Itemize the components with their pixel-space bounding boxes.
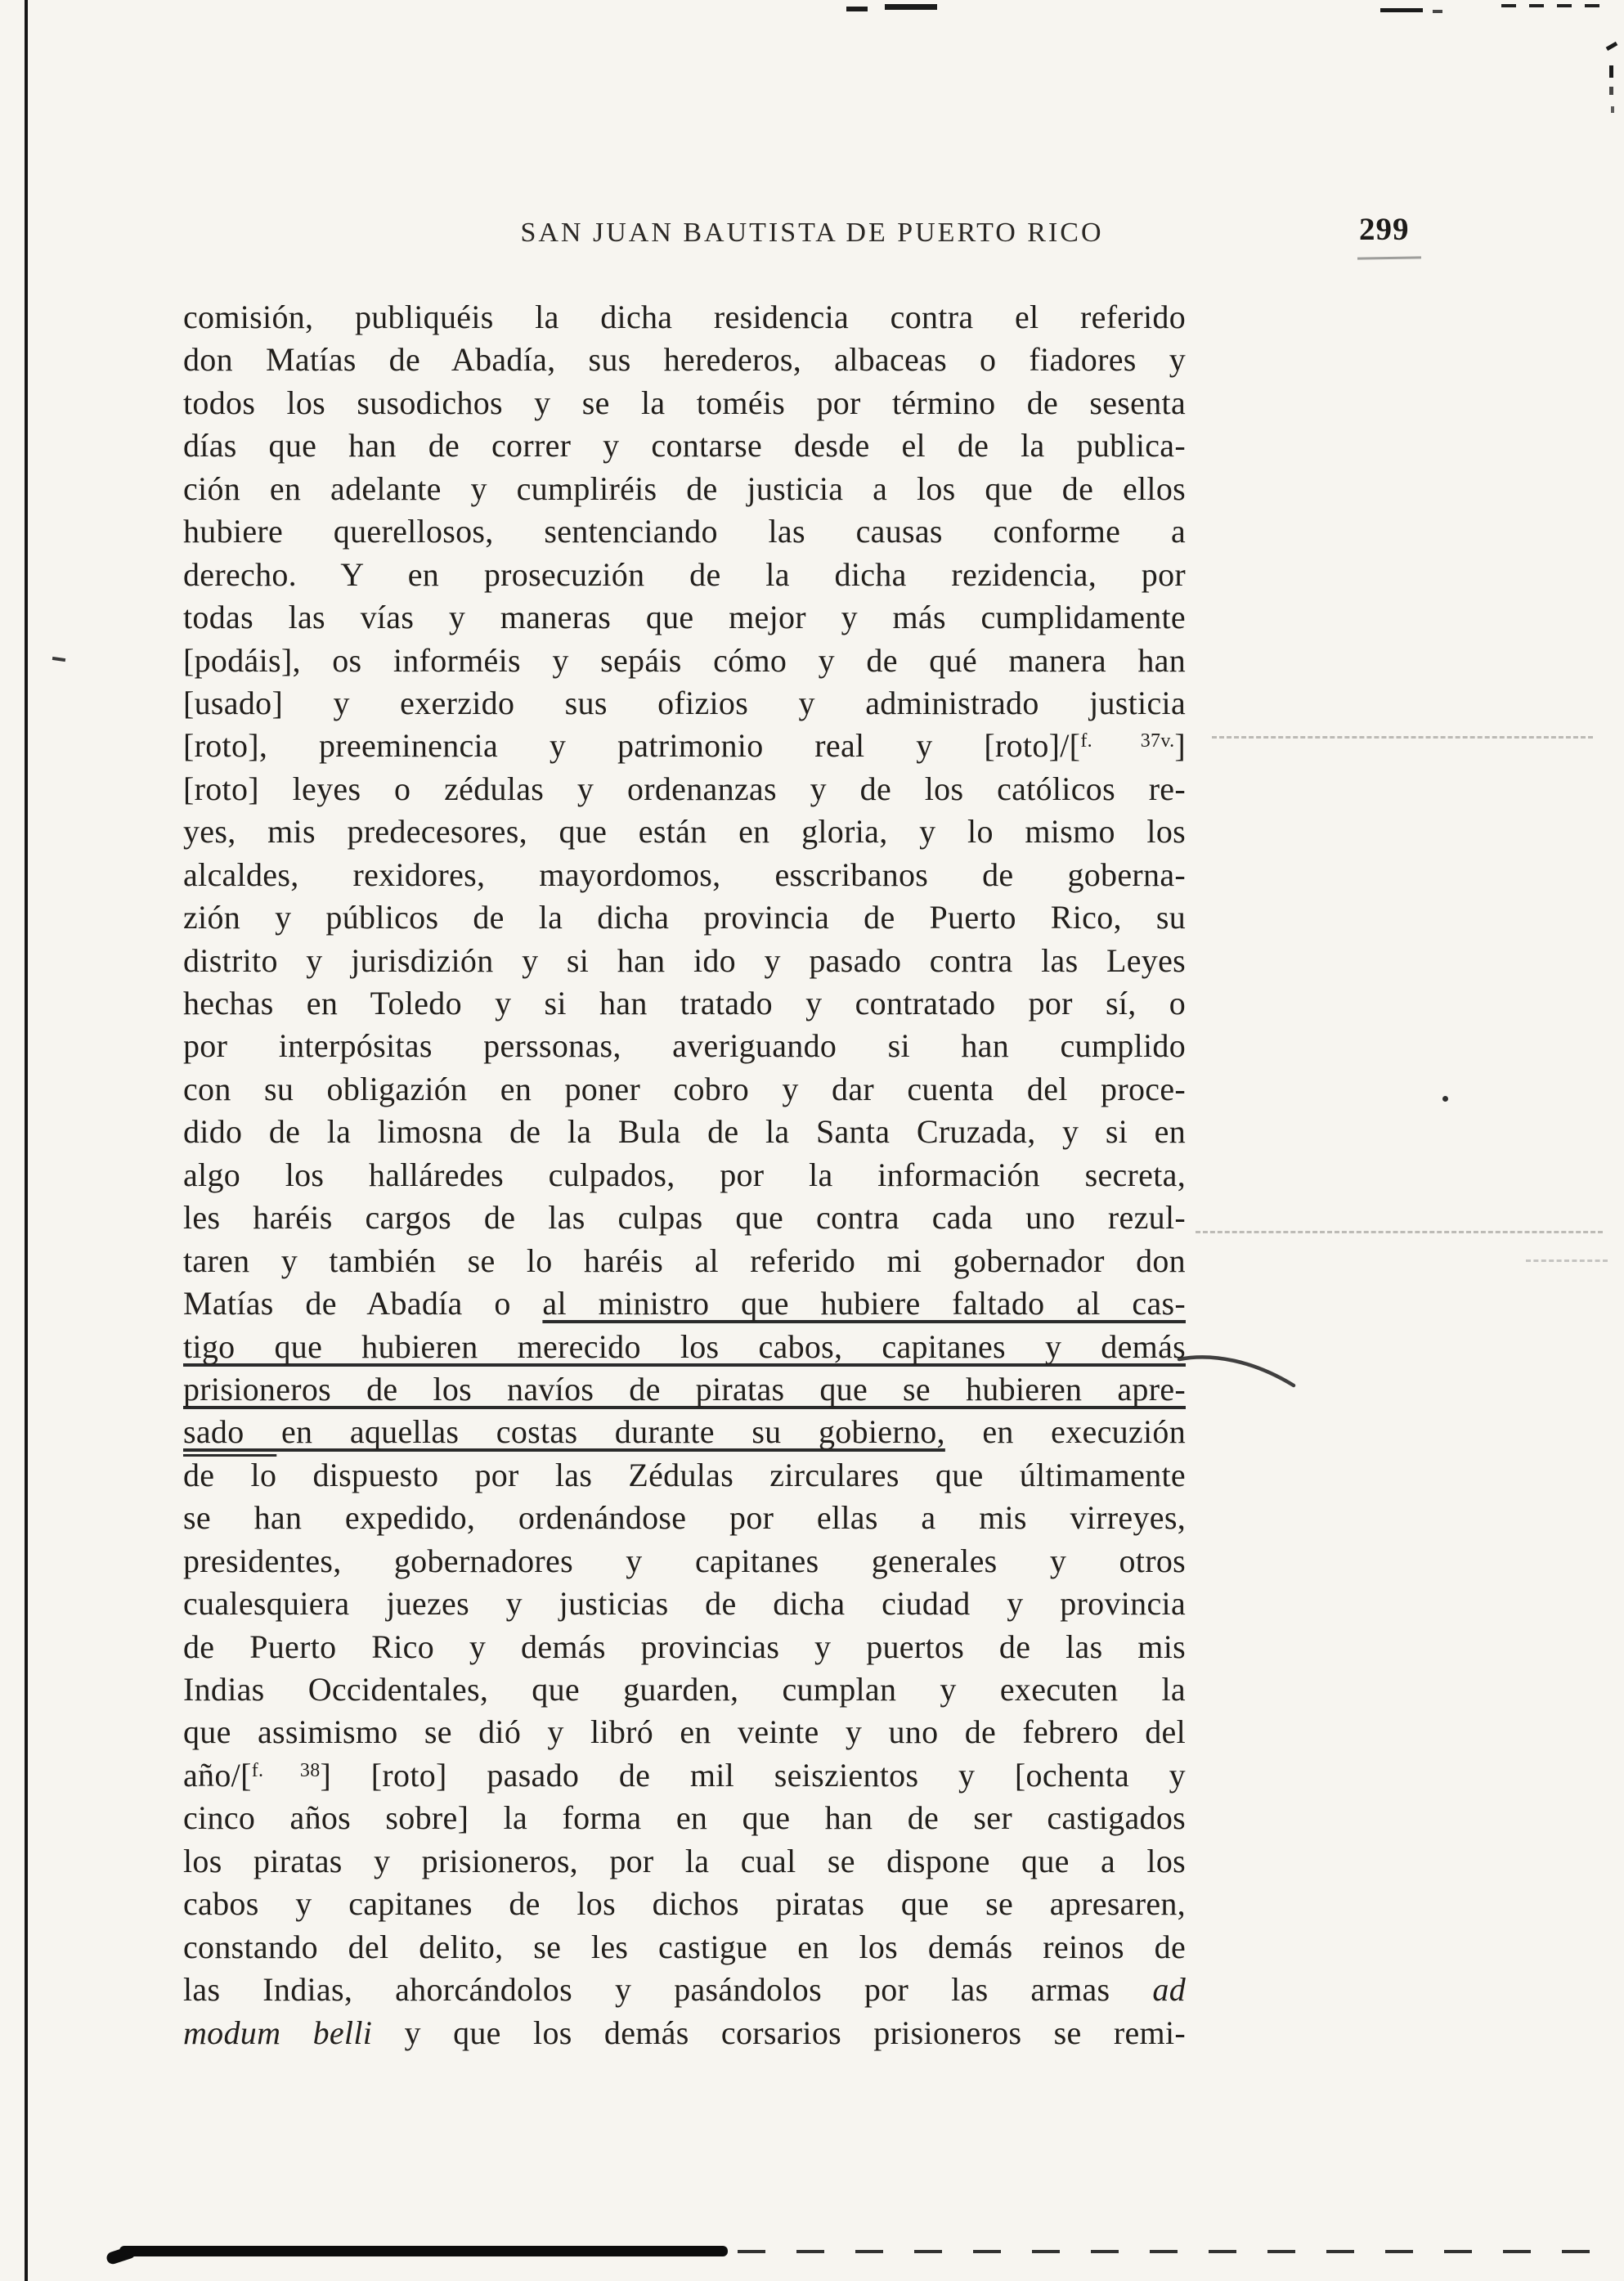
text-segment: ] xyxy=(1174,727,1186,765)
text-line xyxy=(183,1926,1186,1969)
text-segment: se han expedido, ordenándose por ellas a mis virreyes, xyxy=(183,1499,1186,1537)
scan-dashes-right-margin xyxy=(1212,736,1593,739)
scan-dot-right-margin xyxy=(1442,1096,1448,1102)
pen-stroke-tail xyxy=(1176,1349,1299,1407)
text-segment: cualesquiera juezes y justicias de dicha ciudad y provincia xyxy=(183,1585,1186,1623)
text-segment: derecho. Y en prosecuzión de la dicha rezidencia, por xyxy=(183,555,1186,593)
text-line xyxy=(183,640,1186,682)
text-line xyxy=(183,1754,1186,1797)
text-segment: con su obligazión en poner cobro y dar cuenta del proce- xyxy=(183,1070,1186,1107)
scan-bottom-dashed-line xyxy=(738,2250,1617,2253)
text-line xyxy=(183,1797,1186,1839)
text-line xyxy=(183,896,1186,939)
pen-underlined-text: al ministro que hubiere faltado al cas- xyxy=(542,1285,1186,1322)
text-segment: modum belli xyxy=(183,2014,373,2051)
page-body xyxy=(183,296,1186,2054)
text-line xyxy=(183,339,1186,381)
text-segment: en execuzión xyxy=(944,1413,1186,1451)
scan-dashes-right-margin xyxy=(1526,1259,1608,1262)
text-line xyxy=(183,424,1186,467)
text-line xyxy=(183,1111,1186,1153)
text-line xyxy=(183,1368,1186,1411)
text-line xyxy=(183,768,1186,810)
text-segment: alcaldes, rexidores, mayordomos, esscribanos de goberna- xyxy=(183,855,1186,893)
text-line xyxy=(183,1711,1186,1753)
text-segment: dido de la limosna de la Bula de la Santa Cruzada, y si en xyxy=(183,1113,1186,1151)
scan-bottom-bar xyxy=(119,2246,728,2256)
text-segment: Matías de Abadía o xyxy=(183,1285,543,1322)
text-segment: cinco años sobre] la forma en que han de ser castigados xyxy=(183,1799,1186,1837)
scan-dashes-right-margin xyxy=(1196,1231,1603,1233)
scan-mark-top-right xyxy=(1380,8,1423,12)
text-line xyxy=(183,296,1186,339)
text-segment: todos los susodichos y se la toméis por término de sesenta xyxy=(183,384,1186,421)
text-line xyxy=(183,1326,1186,1368)
text-segment: [podáis], os informéis y sepáis cómo y de qué manera han xyxy=(183,641,1186,679)
text-segment: de Puerto Rico y demás provincias y puertos de las mis xyxy=(183,1628,1186,1665)
text-segment: hubiere querellosos, sentenciando las causas conforme a xyxy=(183,513,1186,550)
text-line xyxy=(183,510,1186,553)
text-line xyxy=(183,1282,1186,1325)
text-line xyxy=(183,1840,1186,1883)
text-segment: Indias Occidentales, que guarden, cumplan y executen la xyxy=(183,1671,1186,1708)
page-number: 299 xyxy=(1359,212,1410,247)
text-segment: dispuesto por las Zédulas zirculares que últimamente xyxy=(276,1456,1186,1493)
text-segment: zión y públicos de la dicha provincia de Puerto Rico, su xyxy=(183,899,1186,936)
text-line xyxy=(183,1497,1186,1539)
text-segment: f. 38 xyxy=(251,1759,321,1781)
text-line xyxy=(183,1240,1186,1282)
text-segment: presidentes, gobernadores y capitanes generales y otros xyxy=(183,1542,1186,1579)
text-line xyxy=(183,725,1186,767)
scan-bottom-bar-start xyxy=(105,2245,137,2265)
text-line xyxy=(183,1411,1186,1453)
text-segment: de lo xyxy=(183,1456,277,1493)
text-segment: que assimismo se dió y libró en veinte y uno de febrero del xyxy=(183,1713,1186,1751)
text-segment: todas las vías y maneras que mejor y más cumplidamente xyxy=(183,599,1186,636)
text-line xyxy=(183,1668,1186,1711)
scan-mark-left-margin xyxy=(52,657,65,662)
scan-mark-right-edge xyxy=(1609,65,1613,78)
text-segment: [usado] y exerzido sus ofizios y administrado justicia xyxy=(183,684,1186,721)
scan-mark-top-center xyxy=(846,7,868,11)
text-line xyxy=(183,982,1186,1025)
text-line xyxy=(183,1025,1186,1067)
text-segment: hechas en Toledo y si han tratado y contratado por sí, o xyxy=(183,985,1186,1022)
text-segment: las Indias, ahorcándolos y pasándolos por las armas xyxy=(183,1971,1153,2009)
text-line xyxy=(183,2012,1186,2054)
text-line xyxy=(183,810,1186,853)
text-line xyxy=(183,940,1186,982)
text-line xyxy=(183,468,1186,510)
text-line xyxy=(183,682,1186,725)
text-segment: algo los halláredes culpados, por la información secreta, xyxy=(183,1156,1186,1193)
scan-mark-right-edge xyxy=(1611,106,1614,113)
text-line xyxy=(183,1197,1186,1239)
text-segment: y que los demás corsarios prisioneros se remi- xyxy=(372,2014,1186,2051)
text-line xyxy=(183,854,1186,896)
pen-underlined-text: prisioneros de los navíos de piratas que se hubieren apre- xyxy=(183,1370,1186,1408)
scan-mark-corner xyxy=(1606,42,1618,51)
scan-mark-top-center xyxy=(885,4,937,10)
text-segment: ad xyxy=(1152,1971,1186,2009)
text-segment: distrito y jurisdizión y si han ido y pasado contra las Leyes xyxy=(183,941,1186,979)
text-line xyxy=(183,1540,1186,1583)
scan-left-edge-line xyxy=(25,0,28,2281)
scan-dashes-top-right xyxy=(1501,4,1608,7)
text-segment: año/[ xyxy=(183,1756,252,1794)
scan-mark-under-page-number xyxy=(1357,256,1421,259)
text-segment: taren y también se lo haréis al referido mi gobernador don xyxy=(183,1242,1186,1279)
text-line xyxy=(183,1626,1186,1668)
text-line xyxy=(183,1454,1186,1497)
running-head-title: SAN JUAN BAUTISTA DE PUERTO RICO xyxy=(520,218,1104,248)
text-segment: don Matías de Abadía, sus herederos, albaceas o fiadores y xyxy=(183,341,1186,379)
text-line xyxy=(183,1068,1186,1111)
text-line xyxy=(183,1154,1186,1197)
text-line xyxy=(183,382,1186,424)
text-segment: comisión, publiquéis la dicha residencia contra el referido xyxy=(183,299,1186,335)
text-line xyxy=(183,1969,1186,2011)
text-segment: [roto], preeminencia y patrimonio real y [roto]/[ xyxy=(183,727,1081,765)
text-segment: ] [roto] pasado de mil seiszientos y [ochenta y xyxy=(320,1756,1186,1794)
text-segment: constando del delito, se les castigue en los demás reinos de xyxy=(183,1928,1186,1965)
text-segment: por interpósitas perssonas, averiguando si han cumplido xyxy=(183,1027,1186,1065)
text-segment: los piratas y prisioneros, por la cual se dispone que a los xyxy=(183,1842,1186,1879)
text-line xyxy=(183,554,1186,596)
scan-mark-top-right xyxy=(1433,10,1442,13)
text-line xyxy=(183,1583,1186,1625)
text-line xyxy=(183,1883,1186,1925)
text-segment: yes, mis predecesores, que están en gloria, y lo mismo los xyxy=(183,813,1186,851)
text-segment: ción en adelante y cumpliréis de justicia a los que de ellos xyxy=(183,469,1186,507)
text-segment: [roto] leyes o zédulas y ordenanzas y de los católicos re- xyxy=(183,770,1186,807)
text-segment: les haréis cargos de las culpas que contra cada uno rezul- xyxy=(183,1199,1186,1237)
text-segment: cabos y capitanes de los dichos piratas que se apresaren, xyxy=(183,1885,1186,1923)
pen-underlined-text: tigo que hubieren merecido los cabos, capitanes y demás xyxy=(183,1327,1186,1365)
pen-underlined-text: sado en aquellas costas durante su gobierno, xyxy=(183,1413,945,1451)
text-segment: f. 37v. xyxy=(1080,730,1175,752)
scan-mark-right-edge xyxy=(1609,87,1613,95)
text-segment: días que han de correr y contarse desde el de la publica- xyxy=(183,427,1186,465)
text-line xyxy=(183,596,1186,639)
